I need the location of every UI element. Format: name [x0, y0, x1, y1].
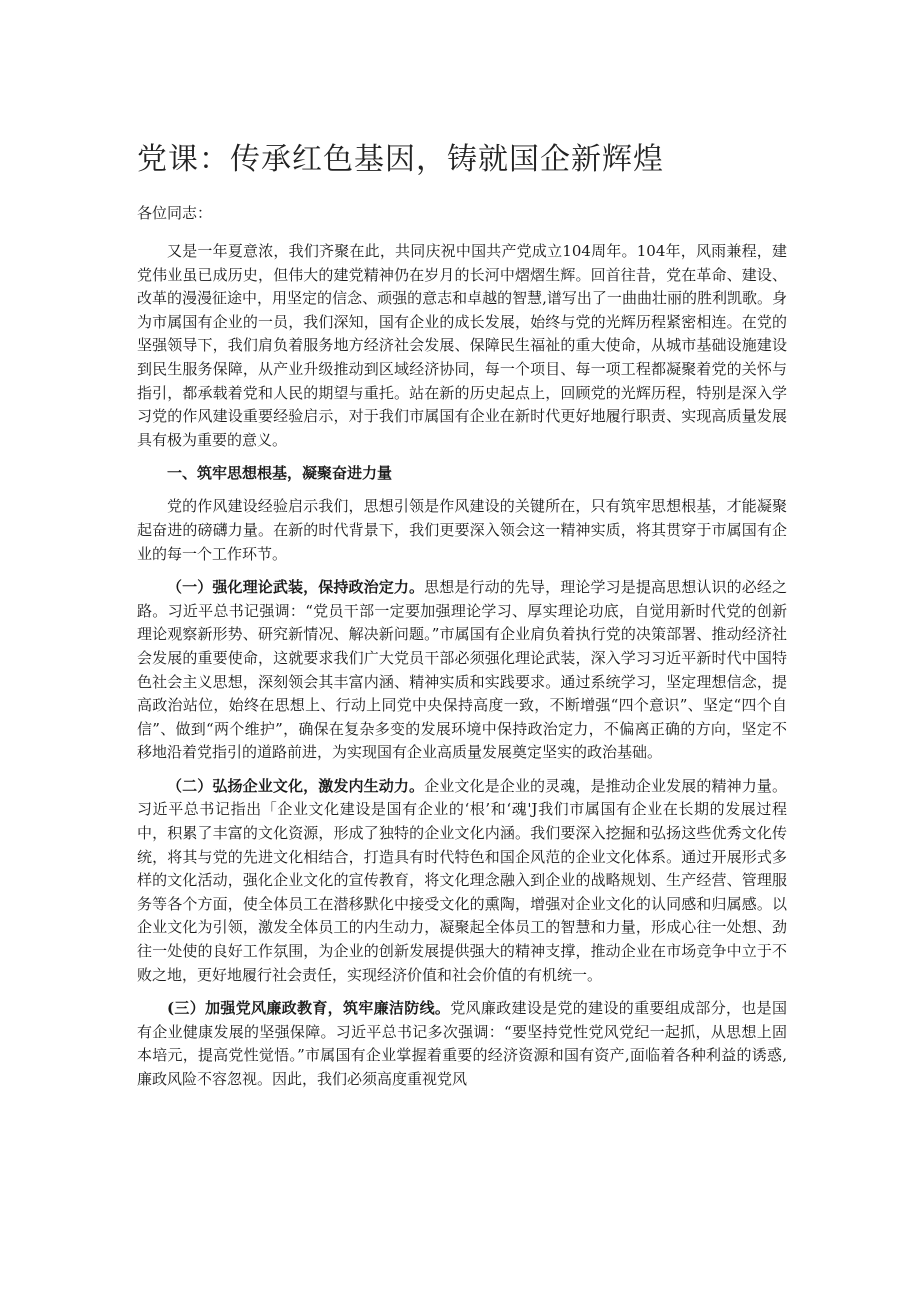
section-1-intro-paragraph: 党的作风建设经验启示我们，思想引领是作风建设的关键所在，只有筑牢思想根基，才能凝聚起奋进的磅礴力量。在新的时代背景下，我们更要深入领会这一精神实质，将其贯穿于市属国有企业的每一个工作环节。	[137, 497, 787, 563]
subsection-1-lead: （一）强化理论武装，保持政治定力。	[167, 578, 425, 597]
subsection-2-body: 企业文化是企业的灵魂，是推动企业发展的精神力量。习近平总书记指出「企业文化建设是国有企业的‘根’和‘魂'J我们市属国有企业在长期的发展过程中，积累了丰富的文化资源，形成了独特的企业文化内涵。我们要深入挖掘和弘扬这些优秀文化传统，将其与党的先进文化相结合，打造具有时代特色和国企风范的企业文化体系。通过开展形式多样的文化活动，强化企业文化的宣传教育，将文化理念融入到企业的战略规划、生产经营、管理服务等各个方面，使全体员工在潜移默化中接受文化的熏陶，增强对企业文化的认同感和归属感。以企业文化为引领，激发全体员工的内生动力，凝聚起全体员工的智慧和力量，形成心往一处想、劲往一处使的良好工作氛围，为企业的创新发展提供强大的精神支撑，推动企业在市场竞争中立于不败之地，更好地履行社会责任，实现经济价值和社会价值的有机统一。	[137, 776, 787, 984]
subsection-1-body: 思想是行动的先导，理论学习是提高思想认识的必经之路。习近平总书记强调：“党员干部一定要加强理论学习、厚实理论功底，自觉用新时代党的创新理论观察新形势、研究新情况、解决新问题。”市属国有企业肩负着执行党的决策部署、推动经济社会发展的重要使命，这就要求我们广大党员干部必须强化理论武装，深入学习习近平新时代中国特色社会主义思想，深刻领会其丰富内涵、精神实质和实践要求。通过系统学习，坚定理想信念，提高政治站位，始终在思想上、行动上同党中央保持高度一致，不断增强“四个意识”、坚定“四个自信”、做到“两个维护”，确保在复杂多变的发展环境中保持政治定力，不偏离正确的方向，坚定不移地沿着党指引的道路前进，为实现国有企业高质量发展奠定坚实的政治基础。	[137, 578, 787, 762]
salutation: 各位同志：	[137, 204, 213, 222]
subsection-2-paragraph	[137, 775, 787, 987]
subsection-1-paragraph	[137, 576, 787, 765]
subsection-3-lead: (三）加强党风廉政教育，筑牢廉洁防线。	[167, 999, 451, 1018]
intro-paragraph: 又是一年夏意浓，我们齐聚在此，共同庆祝中国共产党成立104周年。104年，风雨兼程，建党伟业虽已成历史，但伟大的建党精神仍在岁月的长河中熠熠生辉。回首往昔，党在革命、建设、改革的漫漫征途中，用坚定的信念、顽强的意志和卓越的智慧,谱写出了一曲曲壮丽的胜利凯歌。身为市属国有企业的一员，我们深知，国有企业的成长发展，始终与党的光辉历程紧密相连。在党的坚强领导下，我们肩负着服务地方经济社会发展、保障民生福祉的重大使命，从城市基础设施建设到民生服务保障，从产业升级推动到区域经济协同，每一个项目、每一项工程都凝聚着党的关怀与指引，都承载着党和人民的期望与重托。站在新的历史起点上，回顾党的光辉历程，特别是深入学习党的作风建设重要经验启示，对于我们市属国有企业在新时代更好地履行职责、实现高质量发展具有极为重要的意义。	[137, 242, 787, 449]
document-title: 党课：传承红色基因，铸就国企新辉煌	[137, 142, 664, 177]
subsection-3-paragraph	[137, 997, 787, 1091]
section-heading-1: 一、筑牢思想根基，凝聚奋进力量	[167, 464, 393, 483]
document-page	[137, 140, 787, 1102]
subsection-2-lead: （二）弘扬企业文化，激发内生动力。	[167, 776, 425, 795]
subsection-3-body: 党风廉政建设是党的建设的重要组成部分，也是国有企业健康发展的坚强保障。习近平总书记多次强调：“要坚持党性党风党纪一起抓，从思想上固本培元，提高党性觉悟。”市属国有企业掌握着重要的经济资源和国有资产,面临着各种利益的诱惑,廉政风险不容忽视。因此，我们必须高度重视党风	[137, 999, 787, 1088]
